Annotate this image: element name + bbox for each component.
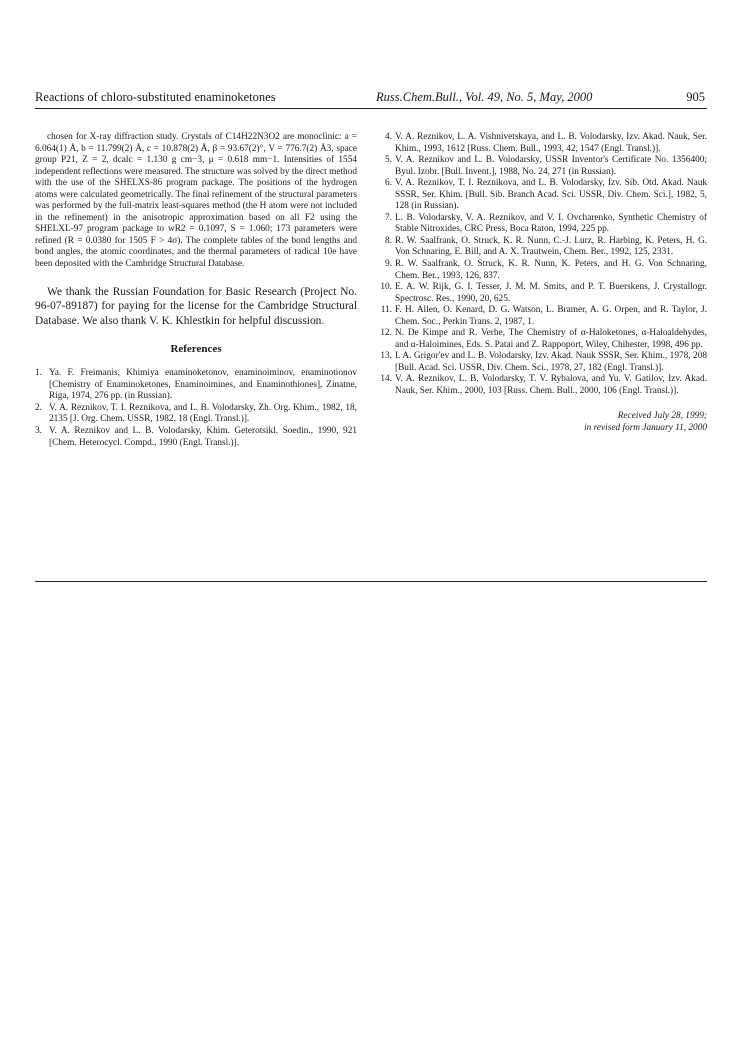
references-list-right <box>377 132 707 398</box>
reference-number: 4. <box>385 132 392 142</box>
reference-number: 11. <box>380 305 392 316</box>
reference-number: 12. <box>380 328 392 339</box>
reference-item <box>377 155 707 178</box>
reference-text: V. A. Reznikov, T. I. Reznikova, and L. B. Volodarsky, Zh. Org. Khim., 1982, 18, 2135 [J. Org. Chem. USSR, 1982, 18 (Engl. Transl.)]. <box>49 402 357 425</box>
experimental-paragraph <box>35 132 357 271</box>
journal-citation: Russ.Chem.Bull., Vol. 49, No. 5, May, 2000 <box>376 90 593 104</box>
reference-text: V. A. Reznikov and L. B. Volodarsky, Khim. Geterotsikl. Soedin., 1990, 921 [Chem. Heterocycl. Compd., 1990 (Engl. Transl.)]. <box>49 425 357 448</box>
reference-text: V. A. Reznikov and L. B. Volodarsky, USSR Inventor's Certificate No. 1356400; Byul. Izobr. [Bull. Invent.], 1988, No. 24, 271 (in Russian). <box>395 155 707 177</box>
received-dates <box>377 410 707 434</box>
reference-item <box>377 259 707 282</box>
reference-text: I. A. Grigor'ev and L. B. Volodarsky, Izv. Akad. Nauk SSSR, Ser. Khim., 1978, 208 [Bull. Acad. Sci. USSR, Div. Chem. Sci., 1978, 27, 182 (Engl. Transl.)]. <box>395 351 707 373</box>
reference-number: 5. <box>385 155 392 166</box>
references-list-left <box>35 368 357 449</box>
reference-text: V. A. Reznikov, T. I. Reznikova, and L. B. Volodarsky, Izv. Sib. Otd. Akad. Nauk SSSR, Ser. Khim. [Bull. Sib. Branch Acad. Sci. USSR, Div. Chem. Sci.], 1982, 5, 128 (in Russian). <box>395 178 707 212</box>
reference-item <box>377 236 707 259</box>
reference-item <box>377 132 707 155</box>
reference-text: E. A. W. Rijk, G. I. Tesser, J. M. M. Smits, and P. T. Buerskens, J. Crystallogr. Spectrosc. Res., 1990, 20, 625. <box>395 282 707 304</box>
reference-item <box>377 305 707 328</box>
reference-number: 6. <box>385 178 392 189</box>
reference-item <box>377 374 707 397</box>
acknowledgement-paragraph: We thank the Russian Foundation for Basic Research (Project No. 96-07-89187) for paying for the license for the Cambridge Structural Database. We also thank V. K. Khlestkin for helpful discussion. <box>35 285 357 327</box>
reference-text: V. A. Reznikov, L. B. Volodarsky, T. V. Rybalova, and Yu. V. Gatilov, Izv. Akad. Nauk, Ser. Khim., 2000, 103 [Russ. Chem. Bull., 2000, 106 (Engl. Transl.)]. <box>395 374 707 397</box>
reference-number: 10. <box>380 282 392 293</box>
right-column <box>377 132 707 434</box>
references-heading: References <box>170 342 222 355</box>
left-column <box>35 132 357 449</box>
header-rule <box>35 108 707 109</box>
reference-item <box>377 213 707 236</box>
reference-number: 14. <box>380 374 392 385</box>
reference-item <box>35 426 357 449</box>
xray-paragraph: chosen for X-ray diffraction study. Crystals of C14H22N3O2 are monoclinic: a = 6.064(1) Å, b = 11.799(2) Å, c = 10.878(2) Å, β = 93.67(2)°, V = 776.7(2) Å3, space group P21, Z = 2, dcalc = 1.130 g cm−3, μ = 0.618 mm−1. Intensities of 1554 independent reflections were measured. The structure was solved by the direct method with the use of the SHELXS-86 program package. The positions of the hydrogen atoms were calculated geometrically. The final refinement of the structural parameters was performed by the full-matrix least-squares method (the H atom were not included in the refinement) in the anisotropic approximation based on all F2 using the SHELXL-97 program package to wR2 = 0.1097, S = 1.060; 173 parameters were refined (R = 0.0380 for 1505 F > 4σ). The complete tables of the bond lengths and bond angles, the atomic coordinates, and the thermal parameters of radical 10e have been deposited with the Cambridge Structural Database. <box>35 132 357 270</box>
footer-rule <box>35 581 707 582</box>
reference-item <box>35 403 357 426</box>
reference-number: 7. <box>385 212 392 223</box>
reference-text: F. H. Allen, O. Kenard, D. G. Watson, L. Bramer, A. G. Orpen, and R. Taylor, J. Chem. Soc., Perkin Trans. 2, 1987, 1. <box>395 305 707 327</box>
running-title: Reactions of chloro-substituted enaminoketones <box>35 90 276 104</box>
reference-number: 13. <box>380 351 392 362</box>
received-date: Received July 28, 1999; <box>617 410 707 421</box>
reference-item <box>377 351 707 374</box>
reference-text: L. B. Volodarsky, V. A. Reznikov, and V. I. Ovcharenko, Synthetic Chemistry of Stable Nitroxides, CRC Press, Boca Raton, 1994, 225 pp. <box>395 212 707 235</box>
reference-item <box>35 368 357 403</box>
reference-text: R. W. Saalfrank, O. Struck, K. R. Nunn, C.-J. Lurz, R. Harbing, K. Peters, H. G. Von Schnaring, E. Bill, and A. X. Trautwein, Chem. Ber., 1992, 125, 2331. <box>395 235 707 258</box>
reference-item <box>377 282 707 305</box>
reference-item <box>377 178 707 213</box>
reference-number: 9. <box>385 259 392 270</box>
page-number: 905 <box>686 90 705 104</box>
reference-number: 3. <box>35 425 42 436</box>
reference-text: V. A. Reznikov, L. A. Vishnivetskaya, and L. B. Volodarsky, Izv. Akad. Nauk, Ser. Khim., 1993, 1612 [Russ. Chem. Bull., 1993, 42, 1547 (Engl. Transl.)]. <box>395 132 707 154</box>
running-header <box>35 87 707 107</box>
reference-item <box>377 328 707 351</box>
reference-text: Ya. F. Freimanis, Khimiya enaminoketonov, enaminoiminov, enaminotionov [Chemistry of Enaminoketones, Enaminoimines, and Enaminothiones], Zinatne, Riga, 1974, 276 pp. (in Russian). <box>49 368 357 402</box>
reference-text: N. De Kimpe and R. Verhe, The Chemistry of α-Haloketones, α-Haloaldehydes, and α-Haloimines, Eds. S. Patai and Z. Rappoport, Wiley, Chihester, 1998, 496 pp. <box>395 328 707 350</box>
reference-number: 8. <box>385 235 392 246</box>
reference-number: 1. <box>35 368 42 379</box>
reference-number: 2. <box>35 402 42 413</box>
revised-date: in revised form January 11, 2000 <box>584 422 707 433</box>
reference-text: R. W. Saalfrank, O. Struck, K. R. Nunn, K. Peters, and H. G. Von Schnaring, Chem. Ber., 1993, 126, 837. <box>395 259 707 281</box>
